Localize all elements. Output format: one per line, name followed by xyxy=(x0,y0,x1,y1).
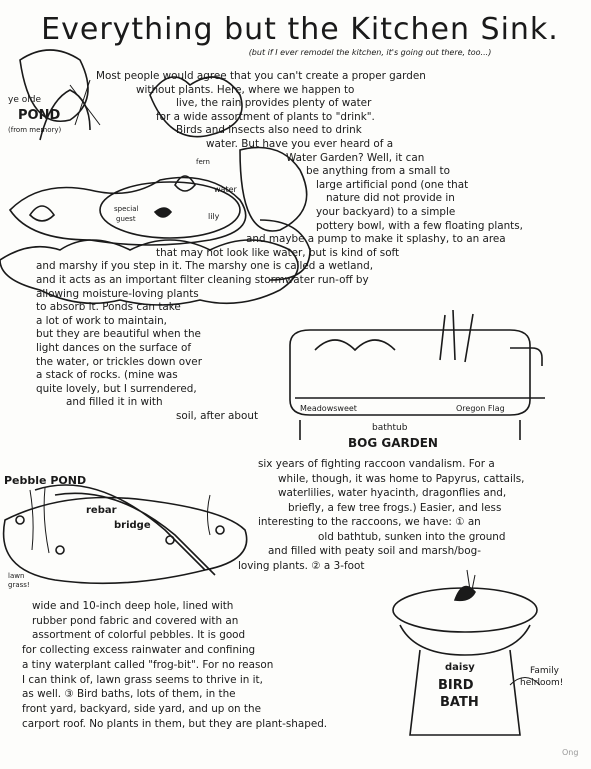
bath-label: BATH xyxy=(440,695,479,710)
guest-label: guest xyxy=(116,215,136,223)
fern-label: fern xyxy=(196,158,210,166)
oregon-flag-label: Oregon Flag xyxy=(456,404,505,413)
family-label-2: heirloom! xyxy=(520,678,564,688)
p2-line: and filled with peaty soil and marsh/bog- xyxy=(268,545,481,557)
page-subtitle: (but if I ever remodel the kitchen, it's going out there, too...) xyxy=(248,48,492,57)
p2-line: waterlilies, water hyacinth, dragonflies and, xyxy=(278,487,507,499)
paragraph-1-line: your backyard) to a simple xyxy=(316,206,456,218)
meadowsweet-label: Meadowsweet xyxy=(300,404,357,413)
pond-label-line3: (from memory) xyxy=(8,126,62,134)
paragraph-1-line: quite lovely, but I surrendered, xyxy=(36,382,197,395)
p3-line: I can think of, lawn grass seems to thrive in it, xyxy=(22,673,263,686)
paragraph-1-line: be anything from a small to xyxy=(306,165,450,178)
paragraph-1-line: nature did not provide in xyxy=(326,192,455,205)
lawn-label-2: grass! xyxy=(8,581,30,589)
paragraph-1-line: to absorb it. Ponds can take xyxy=(36,301,181,314)
paragraph-1-line: and maybe a pump to make it splashy, to an area xyxy=(246,233,506,246)
bird-label: BIRD xyxy=(438,678,474,693)
pond-label-line2: POND xyxy=(18,108,61,123)
bog-label-line2: BOG GARDEN xyxy=(348,436,438,450)
lawn-label-1: lawn xyxy=(8,572,25,580)
p3-line: a tiny waterplant called "frog-bit". For no reason xyxy=(22,658,274,671)
paragraph-1-line: water. But have you ever heard of a xyxy=(206,138,394,150)
paragraph-1-line: soil, after about xyxy=(176,410,259,422)
p3-line: front yard, backyard, side yard, and up on the xyxy=(22,702,261,715)
page-title: Everything but the Kitchen Sink. xyxy=(41,12,559,47)
paragraph-1-line: pottery bowl, with a few floating plants, xyxy=(316,219,523,232)
bathtub-bog-drawing xyxy=(290,310,545,440)
p2-line: old bathtub, sunken into the ground xyxy=(318,530,506,543)
paragraph-1-line: a stack of rocks. (mine was xyxy=(36,369,178,382)
family-label-1: Family xyxy=(530,666,559,676)
paragraph-1-line: that may not look like water, but is kind of soft xyxy=(156,246,400,259)
paragraph-1-line: allowing moisture-loving plants xyxy=(36,287,199,300)
paragraph-1-line: but they are beautiful when the xyxy=(36,328,201,341)
pebble-pond-label: Pebble POND xyxy=(4,474,87,487)
p2-line: while, though, it was home to Papyrus, cattails, xyxy=(278,472,525,485)
paragraph-1-line: and it acts as an important filter cleaning stormwater run-off by xyxy=(36,274,369,286)
paragraph-1-line: and filled it in with xyxy=(66,396,163,409)
paragraph-1-line: the water, or trickles down over xyxy=(36,355,202,368)
paragraph-1-line: Birds and insects also need to drink xyxy=(176,124,362,137)
birdbath-drawing xyxy=(393,570,540,735)
p3-line: for collecting excess rainwater and confining xyxy=(22,644,256,657)
paragraph-1-line: and marshy if you step in it. The marshy one is called a wetland, xyxy=(36,260,374,273)
lily-label: lily xyxy=(208,212,220,221)
paragraph-1-line: large artificial pond (one that xyxy=(316,178,469,191)
p2-line: interesting to the raccoons, we have: ① an xyxy=(258,516,481,528)
p3-line: assortment of colorful pebbles. It is good xyxy=(32,629,246,642)
p3-line: wide and 10-inch deep hole, lined with xyxy=(32,600,234,612)
paragraph-1-line: Water Garden? Well, it can xyxy=(286,151,425,164)
p3-line: as well. ③ Bird baths, lots of them, in the xyxy=(22,688,236,701)
p2-line: loving plants. ② a 3-foot xyxy=(238,559,365,572)
p3-line: rubber pond fabric and covered with an xyxy=(32,614,239,627)
pebble-pond-drawing xyxy=(4,485,247,583)
water-label: water xyxy=(214,185,237,194)
bridge-label: bridge xyxy=(114,520,151,531)
bog-label-line1: bathtub xyxy=(372,423,408,433)
paragraph-1-line: for a wide assortment of plants to "drink". xyxy=(156,110,375,123)
paragraph-1-line: a lot of work to maintain, xyxy=(36,314,167,327)
daisy-label: daisy xyxy=(445,662,475,673)
special-label: special xyxy=(114,205,139,213)
p2-line: six years of fighting raccoon vandalism. For a xyxy=(258,458,495,470)
pond-label-line1: ye olde xyxy=(8,95,41,105)
paragraph-1-line: without plants. Here, where we happen to xyxy=(136,83,355,96)
p3-line: carport roof. No plants in them, but they are plant-shaped. xyxy=(22,717,328,730)
rebar-label: rebar xyxy=(86,505,117,516)
paragraph-1-line: live, the rain provides plenty of water xyxy=(176,97,372,110)
p2-line: briefly, a few tree frogs.) Easier, and less xyxy=(288,501,502,514)
paragraph-1-line: Most people would agree that you can't create a proper garden xyxy=(96,70,426,82)
paragraph-1-line: light dances on the surface of xyxy=(36,342,192,354)
signature: Ong xyxy=(562,748,579,757)
